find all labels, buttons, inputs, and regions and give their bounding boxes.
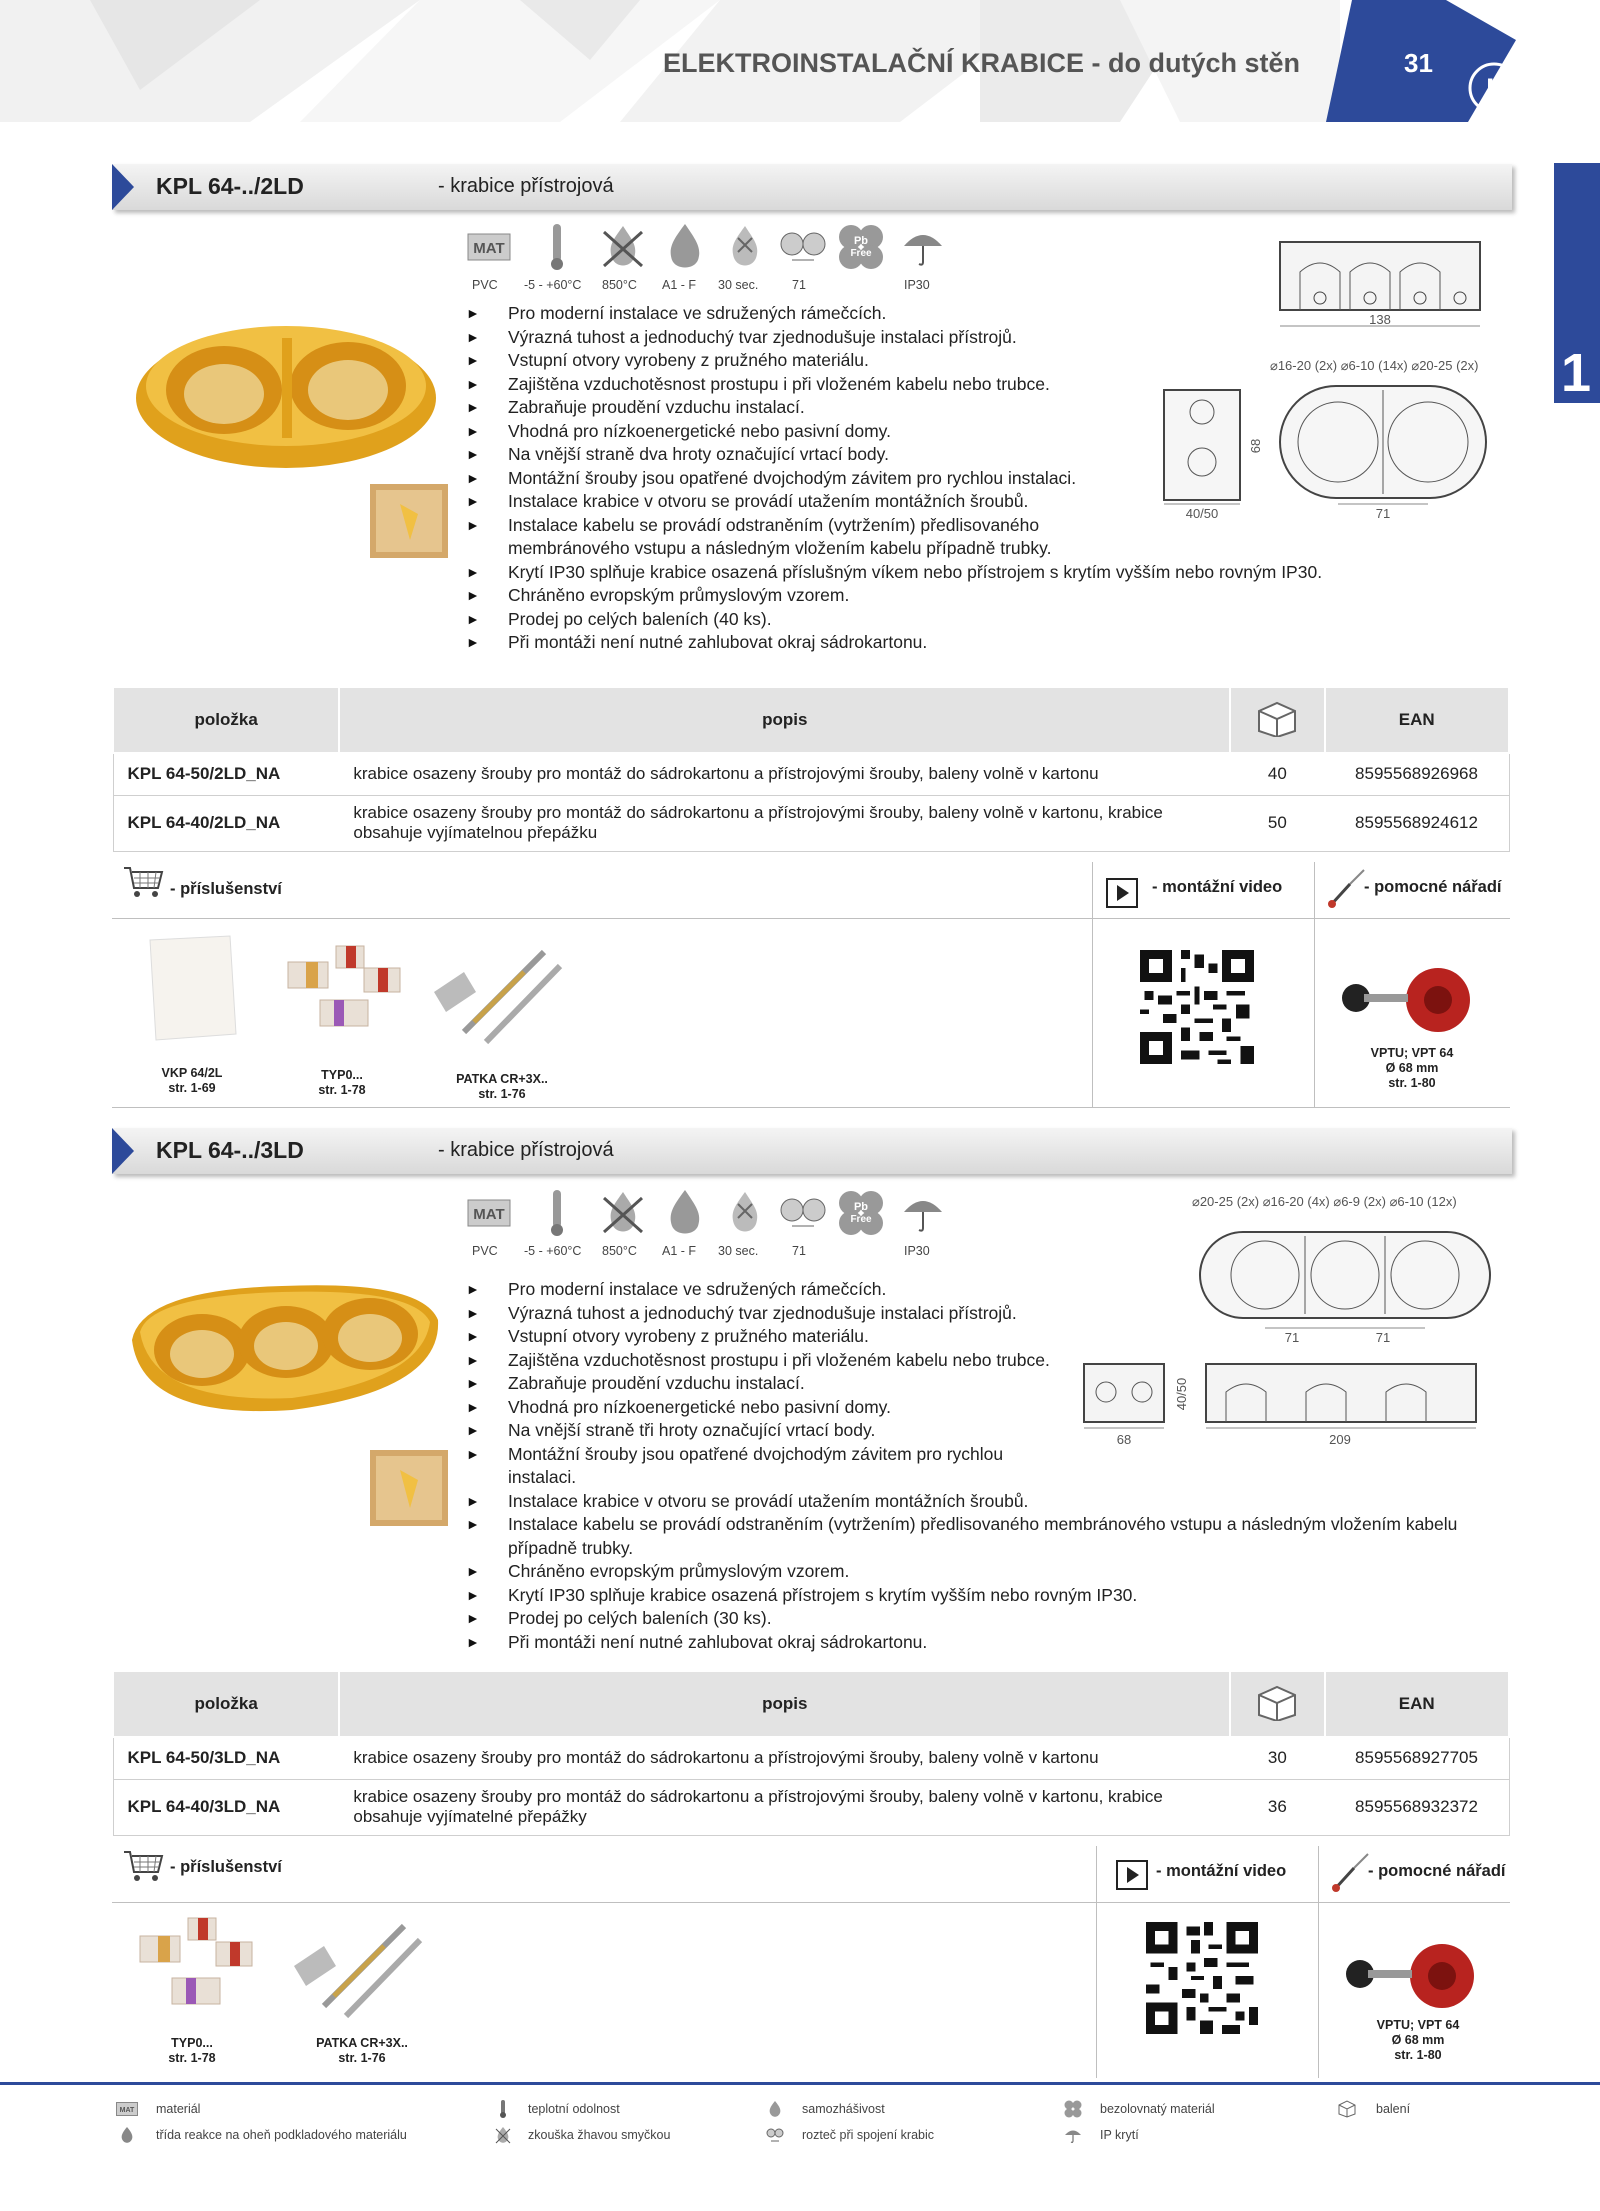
feature-item: ► Při montáži není nutné zahlubovat okraj sádrokartonu.: [466, 1631, 1476, 1655]
legend-label: IP krytí: [1100, 2128, 1139, 2142]
tool-name: VPTU; VPT 64: [1376, 2018, 1460, 2032]
fire-class-icon: [660, 1188, 710, 1238]
feature-item: ► Prodej po celých baleních (30 ks).: [466, 1607, 1476, 1631]
feature-item: ► Zabraňuje proudění vzduchu instalací.: [466, 1372, 1476, 1396]
package-box-icon: [1255, 699, 1299, 737]
hole-saw-tool-image: [1332, 1936, 1482, 2016]
item-quantity: 40: [1230, 753, 1324, 795]
feature-item: ► Výrazná tuhost a jednoduchý tvar zjednodušuje instalaci přístrojů.: [466, 1302, 1476, 1326]
product-code: KPL 64-../2LD: [156, 173, 304, 199]
feature-item: ► Instalace krabice v otvoru se provádí utažením montážních šroubů.: [466, 1490, 1476, 1514]
feature-item: ► Při montáži není nutné zahlubovat okraj sádrokartonu.: [466, 631, 1322, 655]
item-ean: 8595568924612: [1325, 795, 1509, 851]
accessory-name: PATKA CR+3X..: [316, 2036, 408, 2050]
auxiliary-tools-label: - pomocné nářadí: [1368, 1862, 1506, 1880]
icon-label-glow-wire: 850°C: [602, 1244, 637, 1258]
icon-label-ip: IP30: [904, 1244, 930, 1258]
feature-item: ► Chráněno evropským průmyslovým vzorem.: [466, 584, 1322, 608]
item-code: KPL 64-40/2LD_NA: [113, 795, 339, 851]
legend-label: rozteč při spojení krabic: [802, 2128, 935, 2142]
icon-label-temperature: -5 - +60°C: [524, 278, 582, 292]
hole-saw-tool-image: [1328, 960, 1478, 1040]
legend-spacing-icon: [766, 2126, 784, 2144]
column-header-item: položka: [113, 687, 339, 753]
column-header-description: popis: [339, 1671, 1230, 1737]
lead-free-badge-pb: Pb: [853, 235, 869, 247]
column-header-package: [1230, 1671, 1324, 1737]
feature-item: ► Pro moderní instalace ve sdružených rámečcích.: [466, 302, 1322, 326]
table-row: [113, 753, 1509, 795]
column-header-ean: EAN: [1325, 687, 1509, 753]
item-description: krabice osazeny šrouby pro montáž do sádrokartonu a přístrojovými šrouby, baleny volně v kartonu, krabice obsahuje vyjímatelné přepážky: [339, 1779, 1230, 1835]
legend-material-badge-text: MAT: [119, 2107, 135, 2114]
feature-item: ► Vstupní otvory vyrobeny z pružného materiálu.: [466, 1325, 1476, 1349]
column-header-package: [1230, 687, 1324, 753]
installation-video-link[interactable]: - montážní video: [1152, 878, 1283, 896]
icon-label-spacing: 71: [792, 278, 806, 292]
icon-label-fire-class: A1 - F: [662, 1244, 697, 1258]
accessories-block: [112, 862, 1510, 1108]
video-qr-code[interactable]: [1146, 1922, 1258, 2034]
item-ean: 8595568932372: [1325, 1779, 1509, 1835]
shopping-cart-icon: [122, 864, 164, 900]
accessory-connector-image: [132, 1912, 258, 2016]
auxiliary-tools-label: - pomocné nářadí: [1364, 878, 1502, 896]
tool-page: str. 1-80: [1394, 2048, 1442, 2062]
lead-free-icon: [836, 1188, 886, 1238]
item-code: KPL 64-40/3LD_NA: [113, 1779, 339, 1835]
video-qr-code[interactable]: [1140, 950, 1254, 1064]
drill-point-detail-photo: [370, 484, 448, 558]
holes-label: ⌀16-20 (2x) ⌀6-10 (14x) ⌀20-25 (2x): [1270, 358, 1479, 373]
self-extinguishing-icon: [720, 1188, 770, 1238]
feature-item: ► Krytí IP30 splňuje krabice osazená příslušným víkem nebo přístrojem s krytím vyšším nebo rovným IP30.: [466, 561, 1322, 585]
temperature-icon: [532, 1188, 582, 1238]
installation-video-link[interactable]: - montážní video: [1156, 1862, 1287, 1880]
feature-item: ► Instalace kabelu se provádí odstraněním (vytržením) předlisovaného membránového vstupu a následným vložením kabelu případně trubky.: [466, 1513, 1476, 1560]
glow-wire-icon: [598, 1188, 648, 1238]
feature-item: ► Vhodná pro nízkoenergetické nebo pasivní domy.: [466, 420, 1322, 444]
accessory-page: str. 1-78: [318, 1083, 366, 1097]
product-table: [112, 1670, 1510, 1836]
dim-label: 40/50: [1174, 1377, 1189, 1411]
feature-item: ► Montážní šrouby jsou opatřené dvojchodým závitem pro rychlou instalaci.: [466, 467, 1322, 491]
feature-item: ► Montážní šrouby jsou opatřené dvojchodým závitem pro rychlou instalaci.: [466, 1443, 1066, 1490]
icon-label-temperature: -5 - +60°C: [524, 1244, 582, 1258]
tool-size: Ø 68 mm: [1385, 1061, 1439, 1075]
item-code: KPL 64-50/2LD_NA: [113, 753, 339, 795]
legend-label: balení: [1376, 2102, 1411, 2116]
lead-free-badge-free: Free: [850, 248, 872, 259]
feature-item: ► Zajištěna vzduchotěsnost prostupu i při vloženém kabelu nebo trubce.: [466, 373, 1322, 397]
lead-free-badge-free: Free: [850, 1214, 872, 1225]
legend-label: bezolovnatý materiál: [1100, 2102, 1215, 2116]
item-ean: 8595568927705: [1325, 1737, 1509, 1779]
page-number: 31: [1404, 48, 1433, 78]
feature-item: ► Vstupní otvory vyrobeny z pružného materiálu.: [466, 349, 1322, 373]
ip-rating-icon: [898, 1188, 948, 1238]
chapter-number: 1: [1561, 343, 1592, 403]
tool-page: str. 1-80: [1388, 1076, 1436, 1090]
accessory-name: PATKA CR+3X..: [456, 1072, 548, 1086]
temperature-icon: [532, 222, 582, 272]
material-icon: [464, 1188, 514, 1238]
holes-label: ⌀20-25 (2x) ⌀16-20 (4x) ⌀6-9 (2x) ⌀6-10 (12x): [1192, 1194, 1457, 1209]
box-spacing-icon: [778, 1188, 828, 1238]
play-video-icon[interactable]: [1116, 1860, 1148, 1890]
accessory-name: VKP 64/2L: [161, 1066, 223, 1080]
product-code: KPL 64-../3LD: [156, 1137, 304, 1163]
accessories-label: - příslušenství: [170, 880, 282, 898]
glow-wire-icon: [598, 222, 648, 272]
dim-label: 68: [1248, 438, 1263, 454]
item-ean: 8595568926968: [1325, 753, 1509, 795]
feature-item: ► Pro moderní instalace ve sdružených rámečcích.: [466, 1278, 1476, 1302]
icon-label-glow-wire: 850°C: [602, 278, 637, 292]
product-table: [112, 686, 1510, 852]
material-badge-text: MAT: [473, 1206, 505, 1223]
item-code: KPL 64-50/3LD_NA: [113, 1737, 339, 1779]
technical-drawing-2ld: [1160, 232, 1520, 522]
product-photo-3ld: [122, 1270, 452, 1430]
feature-item: ► Vhodná pro nízkoenergetické nebo pasivní domy.: [466, 1396, 1476, 1420]
table-row: [113, 795, 1509, 851]
feature-item: ► Na vnější straně dva hroty označující vrtací body.: [466, 443, 1322, 467]
fire-class-icon: [660, 222, 710, 272]
box-spacing-icon: [778, 222, 828, 272]
feature-item: ► Instalace krabice v otvoru se provádí utažením montážních šroubů.: [466, 490, 1322, 514]
icon-label-material: PVC: [472, 1244, 498, 1258]
feature-item: ► Prodej po celých baleních (40 ks).: [466, 608, 1322, 632]
material-badge-text: MAT: [473, 240, 505, 257]
dim-label: 40/50: [1185, 506, 1219, 521]
legend-package-icon: [1338, 2100, 1356, 2118]
lead-free-badge-pb: Pb: [853, 1201, 869, 1213]
dim-label: 68: [1116, 1432, 1132, 1447]
legend-ip-icon: [1064, 2126, 1082, 2144]
tool-name: VPTU; VPT 64: [1370, 1046, 1454, 1060]
property-icons: [462, 222, 942, 292]
legend-material-icon: [116, 2102, 138, 2116]
item-quantity: 50: [1230, 795, 1324, 851]
dim-label: 71: [1375, 506, 1391, 521]
accessory-name: TYP0...: [171, 2036, 213, 2050]
dim-label: 138: [1369, 312, 1391, 327]
accessory-name: TYP0...: [321, 1068, 363, 1082]
dim-label: 209: [1329, 1432, 1351, 1447]
tool-size: Ø 68 mm: [1391, 2033, 1445, 2047]
icon-label-spacing: 71: [792, 1244, 806, 1258]
section-title-bar: [112, 164, 1512, 210]
icon-label-ip: IP30: [904, 278, 930, 292]
feature-item: ► Krytí IP30 splňuje krabice osazená přístrojem s krytím vyšším nebo rovným IP30.: [466, 1584, 1476, 1608]
legend-fire-class-icon: [118, 2126, 136, 2144]
dim-label: 71: [1284, 1330, 1300, 1345]
accessory-connector-image: [280, 938, 406, 1038]
dim-label: 71: [1375, 1330, 1391, 1345]
legend-label: zkouška žhavou smyčkou: [528, 2128, 671, 2142]
column-header-ean: EAN: [1325, 1671, 1509, 1737]
legend-glow-wire-icon: [494, 2126, 512, 2144]
table-row: [113, 1737, 1509, 1779]
product-subtitle: - krabice přístrojová: [438, 1139, 614, 1161]
svg-text:K: K: [1486, 73, 1508, 106]
section-marker-icon: [112, 164, 134, 210]
property-icons: [462, 1188, 942, 1258]
drill-point-detail-photo: [370, 1450, 448, 1526]
icon-label-self-extinguish: 30 sec.: [718, 1244, 759, 1258]
item-description: krabice osazeny šrouby pro montáž do sádrokartonu a přístrojovými šrouby, baleny volně v kartonu, krabice obsahuje vyjímatelnou přepážku: [339, 795, 1230, 851]
accessory-page: str. 1-78: [168, 2051, 216, 2065]
legend-label: teplotní odolnost: [528, 2102, 620, 2116]
feature-item: ► Na vnější straně tři hroty označující vrtací body.: [466, 1419, 1476, 1443]
icon-label-material: PVC: [472, 278, 498, 292]
legend-self-extinguishing-icon: [766, 2100, 784, 2118]
section-marker-icon: [112, 1128, 134, 1174]
page-header-title: ELEKTROINSTALAČNÍ KRABICE - do dutých stěn: [663, 48, 1300, 78]
column-header-description: popis: [339, 687, 1230, 753]
footer-divider: [0, 2082, 1600, 2085]
feature-item: ► Zabraňuje proudění vzduchu instalací.: [466, 396, 1322, 420]
legend-lead-free-icon: [1064, 2100, 1082, 2118]
accessory-page: str. 1-69: [168, 1081, 216, 1095]
accessory-screw-clamp-image: [284, 1916, 434, 2026]
icon-label-self-extinguish: 30 sec.: [718, 278, 759, 292]
ip-rating-icon: [898, 222, 948, 272]
package-box-icon: [1255, 1683, 1299, 1721]
accessory-page: str. 1-76: [338, 2051, 386, 2065]
item-quantity: 36: [1230, 1779, 1324, 1835]
product-subtitle: - krabice přístrojová: [438, 175, 614, 197]
technical-drawing-3ld: [1080, 1192, 1520, 1462]
icon-label-fire-class: A1 - F: [662, 278, 697, 292]
shopping-cart-icon: [122, 1848, 164, 1884]
play-video-icon[interactable]: [1106, 878, 1138, 908]
accessory-lid-image: [142, 934, 242, 1044]
self-extinguishing-icon: [720, 222, 770, 272]
table-row: [113, 1779, 1509, 1835]
column-header-item: položka: [113, 1671, 339, 1737]
accessories-label: - příslušenství: [170, 1858, 282, 1876]
section-title-bar: [112, 1128, 1512, 1174]
material-icon: [464, 222, 514, 272]
accessory-screw-clamp-image: [424, 942, 574, 1052]
item-description: krabice osazeny šrouby pro montáž do sádrokartonu a přístrojovými šrouby, baleny volně v kartonu: [339, 753, 1230, 795]
lead-free-icon: [836, 222, 886, 272]
product-photo-2ld: [126, 298, 456, 478]
item-description: krabice osazeny šrouby pro montáž do sádrokartonu a přístrojovými šrouby, baleny volně v kartonu: [339, 1737, 1230, 1779]
feature-item: ► Zajištěna vzduchotěsnost prostupu i při vloženém kabelu nebo trubce.: [466, 1349, 1476, 1373]
accessories-block: [112, 1846, 1510, 2078]
item-quantity: 30: [1230, 1737, 1324, 1779]
feature-item: ► Instalace kabelu se provádí odstraněním (vytržením) předlisovaného membránového vstupu a následným vložením kabelu případně trubky.: [466, 514, 1086, 561]
feature-item: ► Chráněno evropským průmyslovým vzorem.: [466, 1560, 1476, 1584]
legend-label: materiál: [156, 2102, 201, 2116]
legend-label: třída reakce na oheň podkladového materiálu: [156, 2128, 407, 2142]
legend-temperature-icon: [494, 2100, 512, 2118]
feature-item: ► Výrazná tuhost a jednoduchý tvar zjednodušuje instalaci přístrojů.: [466, 326, 1322, 350]
legend-label: samozhášivost: [802, 2102, 885, 2116]
accessory-page: str. 1-76: [478, 1087, 526, 1101]
